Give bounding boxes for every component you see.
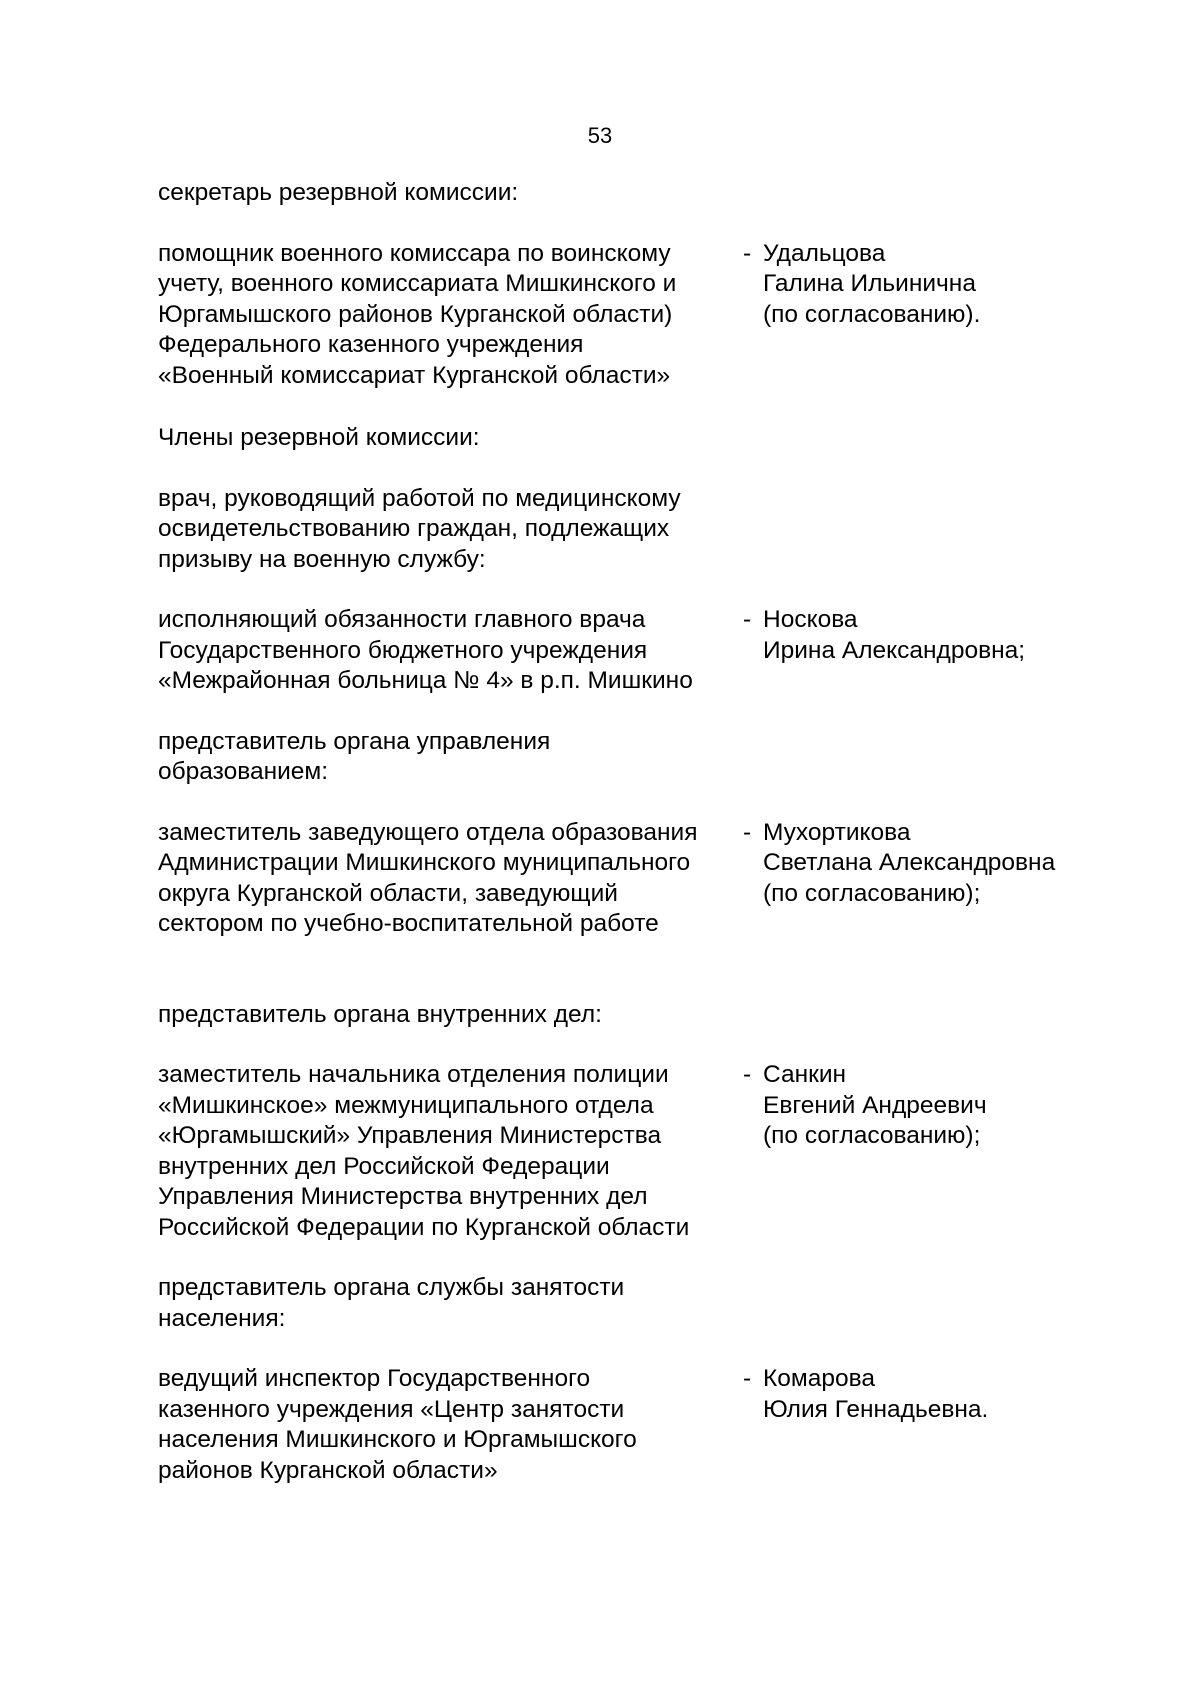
police-position: заместитель начальника отделения полиции «Мишкинское» межмуниципального отдела «Юргамышский» Управления Министерства внутренних дел Российской Федерации Управления Министерства внутренних дел Российской Федерации по Курганской области bbox=[158, 1061, 690, 1241]
dash-separator: - bbox=[743, 1061, 752, 1088]
dash-separator: - bbox=[743, 606, 752, 633]
education-entry bbox=[158, 818, 1088, 940]
page-number: 53 bbox=[587, 123, 613, 148]
doctor-position: исполняющий обязанности главного врача Государственного бюджетного учреждения «Межрайонная больница № 4» в р.п. Мишкино bbox=[158, 606, 693, 694]
police-entry bbox=[158, 1060, 1088, 1243]
doctor-heading: врач, руководящий работой по медицинскому освидетельствованию граждан, подлежащих призыву на военную службу: bbox=[158, 484, 681, 573]
doctor-entry bbox=[158, 605, 1088, 697]
employment-heading: представитель органа службы занятости населения: bbox=[158, 1274, 625, 1332]
dash-separator: - bbox=[743, 1365, 752, 1392]
education-heading: представитель органа управления образованием: bbox=[158, 727, 551, 785]
secretary-name: - Удальцова Галина Ильинична (по согласованию). bbox=[743, 239, 981, 328]
education-name: - Мухортикова Светлана Александровна (по согласованию); bbox=[743, 818, 1056, 907]
document-body bbox=[158, 178, 1088, 1486]
secretary-position: помощник военного комиссара по воинскому учету, военного комиссариата Мишкинского и Юргамышского районов Курганской области) Федерального казенного учреждения «Военный комиссариат Курганской области» bbox=[158, 239, 677, 389]
secretary-heading: секретарь резервной комиссии: bbox=[158, 179, 519, 206]
police-heading: представитель органа внутренних дел: bbox=[158, 1000, 602, 1028]
dash-separator: - bbox=[743, 239, 752, 267]
police-name: - Санкин Евгений Андреевич (по согласованию); bbox=[743, 1061, 987, 1149]
doctor-name: - Носкова Ирина Александровна; bbox=[743, 606, 1026, 664]
education-position: заместитель заведующего отдела образования Администрации Мишкинского муниципального округа Курганской области, заведующий сектором по учебно-воспитательной работе bbox=[158, 818, 698, 937]
secretary-entry bbox=[158, 239, 1088, 392]
members-heading: Члены резервной комиссии: bbox=[158, 424, 480, 451]
employment-position: ведущий инспектор Государственного казенного учреждения «Центр занятости населения Мишкинского и Юргамышского районов Курганской области» bbox=[158, 1365, 637, 1484]
dash-separator: - bbox=[743, 818, 752, 846]
employment-name: - Комарова Юлия Геннадьевна. bbox=[743, 1365, 989, 1423]
employment-entry bbox=[158, 1364, 1088, 1486]
